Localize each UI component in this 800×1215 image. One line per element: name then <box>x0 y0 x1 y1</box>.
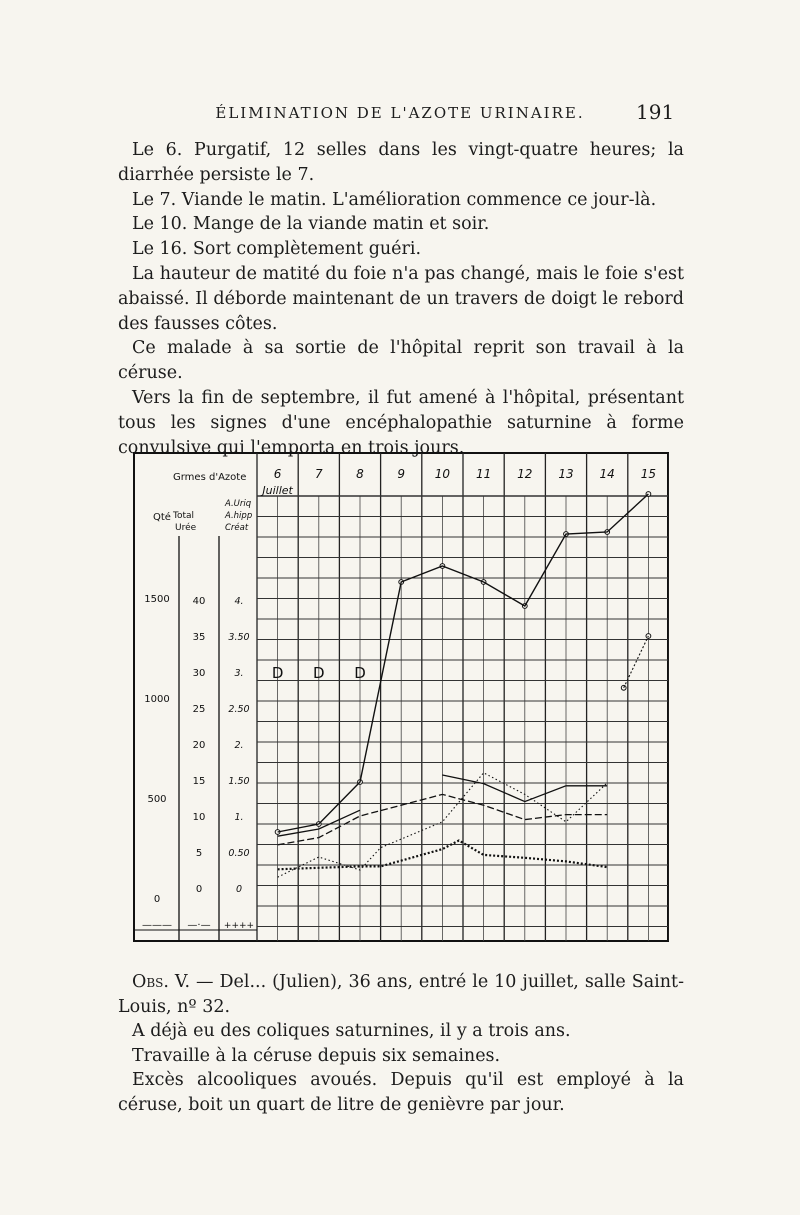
paragraph: Travaille à la céruse depuis six semaines. <box>132 1045 501 1066</box>
bottom-text-block <box>118 970 684 1118</box>
total-header: Total <box>173 511 195 521</box>
creat-tick-label: 2.50 <box>228 704 250 715</box>
data-point-day15 <box>621 685 626 690</box>
quantity-tick-label: 500 <box>147 794 167 805</box>
x-tick-label: 6 <box>273 467 282 481</box>
diarrhea-marker: D <box>313 664 325 682</box>
azote-header: Grmes d'Azote <box>173 472 247 483</box>
total-tick-label: 40 <box>192 596 206 607</box>
observation-paragraph <box>118 970 684 1019</box>
paragraph: A déjà eu des coliques saturnines, il y a trois ans. <box>132 1021 571 1042</box>
quantity-header: Qté <box>153 512 171 523</box>
paragraph: Le 7. Viande le matin. L'amélioration commence ce jour-là. <box>132 189 657 210</box>
total-tick-label: 10 <box>192 812 206 823</box>
total-tick-label: 20 <box>192 740 206 751</box>
running-title: ÉLIMINATION DE L'AZOTE URINAIRE. <box>215 104 585 122</box>
total-tick-label: 15 <box>192 776 206 787</box>
legend-symbol: ——— <box>142 920 172 931</box>
x-tick-label: 12 <box>517 467 533 481</box>
creat-tick-label: 4. <box>234 596 244 607</box>
paragraph: Excès alcooliques avoués. Depuis qu'il est employé à la céruse, boit un quart de litre de genièvre par jour. <box>118 1070 684 1115</box>
diarrhea-marker: D <box>271 664 284 682</box>
paragraph: Le 10. Mange de la viande matin et soir. <box>132 214 490 235</box>
total-tick-label: 30 <box>192 668 206 679</box>
uree-header: Urée <box>175 523 197 533</box>
x-tick-label: 14 <box>599 467 615 481</box>
paragraph: Le 16. Sort complètement guéri. <box>132 239 422 260</box>
creat-tick-label: 1.50 <box>228 776 250 787</box>
paragraph: Ce malade à sa sortie de l'hôpital reprit son travail à la céruse. <box>118 338 684 384</box>
x-tick-label: 11 <box>475 467 492 481</box>
paragraph: La hauteur de matité du foie n'a pas changé, mais le foie s'est abaissé. Il déborde maintenant de un travers de doigt le rebord des fausses côtes. <box>118 263 684 334</box>
creat-header: Créat <box>225 523 249 533</box>
x-tick-label: 9 <box>397 467 406 481</box>
nitrogen-chart <box>133 452 669 942</box>
diarrhea-marker: D <box>354 664 366 682</box>
x-tick-label: 8 <box>356 467 364 481</box>
quantity-tick-label: 1000 <box>144 694 170 705</box>
paragraph: Le 6. Purgatif, 12 selles dans les vingt-quatre heures; la diarrhée persiste le 7. <box>118 140 684 185</box>
x-tick-label: 7 <box>314 467 323 481</box>
total-tick-label: 35 <box>192 632 206 643</box>
chart-svg <box>133 452 669 942</box>
total-tick-label: 5 <box>195 848 203 859</box>
creat-tick-label: 2. <box>234 740 244 751</box>
quantity-tick-label: 0 <box>153 894 161 905</box>
x-tick-label: 15 <box>640 467 657 481</box>
observation-label: Obs. V. <box>132 972 191 992</box>
auriq-header: A.Uriq <box>225 499 252 509</box>
legend-symbol: ++++ <box>223 921 255 931</box>
quantity-tick-label: 1500 <box>144 594 170 605</box>
ahipp-header: A.hipp <box>225 511 253 521</box>
observation-text: — Del... (Julien), 36 ans, entré le 10 juillet, salle Saint-Louis, nº 32. <box>118 972 684 1017</box>
legend-symbol: —·— <box>187 920 211 931</box>
creat-tick-label: 3. <box>234 668 244 679</box>
creat-tick-label: 0.50 <box>228 848 250 859</box>
creat-tick-label: 0 <box>235 884 243 895</box>
paragraph: Vers la fin de septembre, il fut amené à l'hôpital, présentant tous les signes d'une encéphalopathie saturnine à forme convulsive qui l'emporta en trois jours. <box>118 387 684 458</box>
month-label: Juillet <box>262 484 293 497</box>
total-tick-label: 0 <box>195 884 203 895</box>
page-number: 191 <box>636 100 675 124</box>
x-tick-label: 13 <box>558 467 574 481</box>
creat-tick-label: 3.50 <box>228 632 250 643</box>
creat-tick-label: 1. <box>234 812 244 823</box>
top-text-block <box>118 138 684 460</box>
total-tick-label: 25 <box>192 704 206 715</box>
x-tick-label: 10 <box>434 467 451 481</box>
